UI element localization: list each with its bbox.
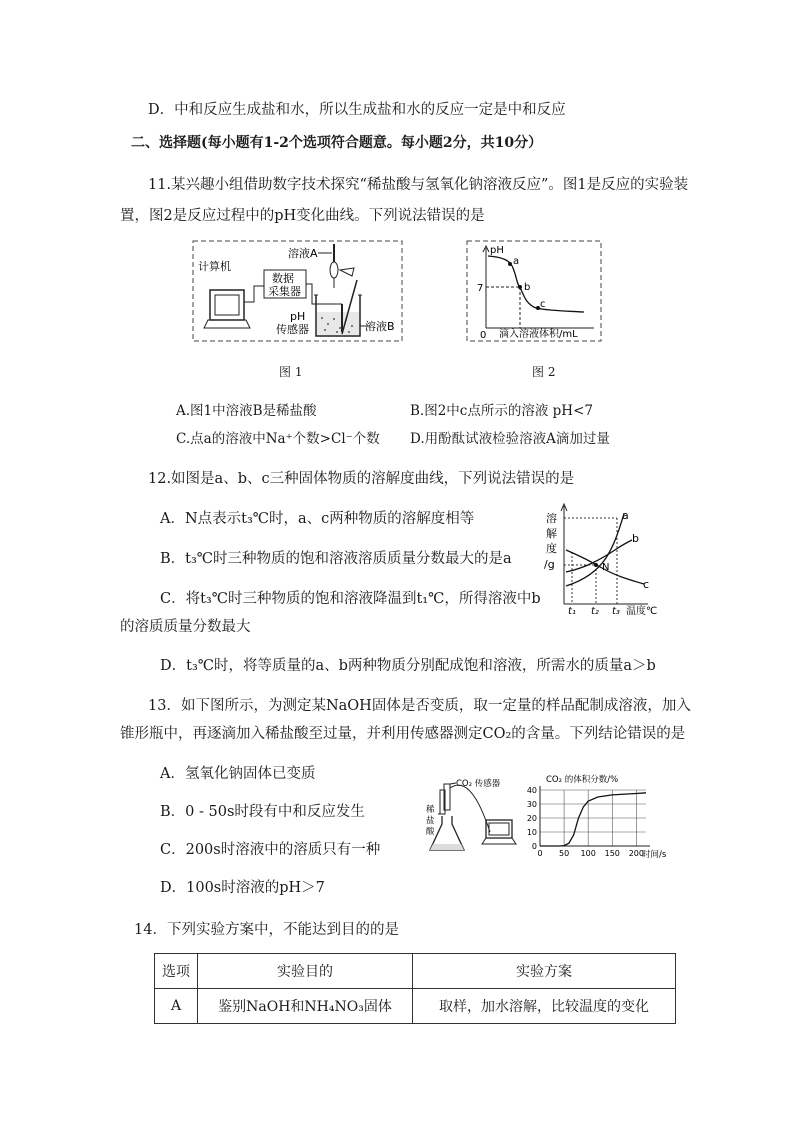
ph-point-a bbox=[508, 262, 512, 266]
table-header-plan: 实验方案 bbox=[413, 954, 676, 989]
sol-tick-t3: t₃ bbox=[612, 606, 620, 617]
sol-label-b: b bbox=[632, 532, 639, 545]
co2-x-axis-label: 时间/s bbox=[642, 850, 667, 860]
q11-option-b: B.图2中c点所示的溶液 pH<7 bbox=[410, 403, 593, 419]
q11-figure2-ph-curve bbox=[466, 240, 604, 344]
option-d-previous: D．中和反应生成盐和水，所以生成盐和水的反应一定是中和反应 bbox=[148, 102, 566, 118]
sol-x-unit: 温度℃ bbox=[626, 606, 658, 617]
co2-tick-y: 0 bbox=[531, 842, 537, 851]
q14-stem: 14．下列实验方案中，不能达到目的的是 bbox=[134, 922, 399, 938]
figure1-caption: 图 1 bbox=[279, 365, 303, 379]
q11-option-c: C.点a的溶液中Na⁺个数>Cl⁻个数 bbox=[176, 431, 380, 447]
label-ph-1: pH bbox=[290, 310, 306, 323]
ph-seven-label: 7 bbox=[477, 283, 484, 294]
label-collector-1: 数据 bbox=[272, 272, 294, 285]
section-heading: 二、选择题(每小题有1-2个选项符合题意。每小题2分，共10分） bbox=[131, 135, 543, 151]
q11-option-a: A.图1中溶液B是稀盐酸 bbox=[176, 403, 317, 419]
sol-label-c: c bbox=[643, 578, 650, 591]
table-cell-option: A bbox=[155, 989, 198, 1024]
figure2-border bbox=[467, 241, 601, 341]
co2-ticks bbox=[527, 786, 644, 858]
table-row bbox=[155, 989, 676, 1024]
q11-option-d: D.用酚酞试液检验溶液A滴加过量 bbox=[410, 431, 610, 447]
ph-label-c: c bbox=[540, 299, 546, 310]
acid-label-1: 稀 bbox=[426, 805, 435, 815]
co2-axes bbox=[540, 786, 650, 846]
co2-tick-x: 200 bbox=[628, 849, 645, 858]
co2-chart-title: CO₂ 的体积分数/% bbox=[546, 775, 619, 785]
co2-tick-y: 10 bbox=[526, 828, 537, 837]
sol-tick-t1: t₁ bbox=[568, 606, 576, 617]
sol-label-n: N bbox=[602, 562, 610, 573]
sol-ylabel-4: /g bbox=[544, 558, 555, 571]
q12-option-c-line1: C．将t₃℃时三种物质的饱和溶液降温到t₁℃，所得溶液中b bbox=[160, 591, 541, 607]
q14-table bbox=[154, 953, 676, 1024]
sol-label-a: a bbox=[622, 509, 629, 522]
label-solution-a: 溶液A bbox=[288, 247, 318, 260]
label-ph-2: 传感器 bbox=[276, 323, 309, 336]
table-cell-purpose: 鉴别NaOH和NH₄NO₃固体 bbox=[198, 989, 413, 1024]
sol-ylabel-3: 度 bbox=[546, 542, 557, 555]
co2-sensor-label: CO₂ 传感器 bbox=[456, 779, 501, 789]
ph-point-b bbox=[518, 285, 522, 289]
q11-figure1-apparatus bbox=[192, 240, 404, 344]
label-solution-b: 溶液B bbox=[365, 320, 395, 333]
q11-stem-line1: 11.某兴趣小组借助数字技术探究“稀盐酸与氢氧化钠溶液反应”。图1是反应的实验装 bbox=[148, 177, 689, 193]
label-computer: 计算机 bbox=[198, 260, 231, 273]
table-cell-plan: 取样，加水溶解，比较温度的变化 bbox=[413, 989, 676, 1024]
co2-tick-x: 100 bbox=[580, 849, 596, 858]
q13-option-c: C．200s时溶液中的溶质只有一种 bbox=[160, 842, 381, 858]
ph-origin-label: 0 bbox=[480, 330, 487, 341]
ph-axis-label: pH bbox=[490, 245, 504, 256]
figure2-caption: 图 2 bbox=[532, 365, 556, 379]
q12-option-c-line2: 的溶质质量分数最大 bbox=[120, 619, 251, 635]
q12-stem: 12.如图是a、b、c三种固体物质的溶解度曲线，下列说法错误的是 bbox=[148, 471, 575, 487]
q13-option-a: A．氢氧化钠固体已变质 bbox=[160, 766, 316, 782]
table-header-option: 选项 bbox=[155, 954, 198, 989]
q13-stem-line1: 13．如下图所示，为测定某NaOH固体是否变质，取一定量的样品配制成溶液，加入 bbox=[148, 698, 691, 714]
acid-label-2: 盐 bbox=[426, 816, 435, 826]
q13-option-d: D．100s时溶液的pH＞7 bbox=[160, 880, 325, 896]
q13-co2-chart bbox=[524, 770, 674, 862]
ph-label-b: b bbox=[524, 282, 531, 293]
q13-option-b: B．0 - 50s时段有中和反应发生 bbox=[160, 804, 365, 820]
q13-apparatus bbox=[420, 774, 524, 858]
table-header-row bbox=[155, 954, 676, 989]
ph-x-label: 滴入溶液体积/mL bbox=[499, 329, 578, 340]
sol-ylabel-2: 解 bbox=[546, 527, 557, 540]
co2-tick-y: 30 bbox=[526, 800, 537, 809]
co2-tick-x: 0 bbox=[537, 849, 543, 858]
label-collector-2: 采集器 bbox=[268, 285, 301, 298]
co2-tick-y: 20 bbox=[526, 814, 537, 823]
ph-curve bbox=[488, 256, 584, 312]
q13-stem-line2: 锥形瓶中，再逐滴加入稀盐酸至过量，并利用传感器测定CO₂的含量。下列结论错误的是 bbox=[120, 726, 686, 742]
acid-label-3: 酸 bbox=[426, 827, 435, 837]
q12-solubility-chart bbox=[540, 500, 670, 618]
co2-tick-y: 40 bbox=[526, 786, 537, 795]
co2-curve bbox=[540, 793, 646, 846]
sol-point-n bbox=[594, 563, 598, 567]
table-header-purpose: 实验目的 bbox=[198, 954, 413, 989]
q11-stem-line2: 置，图2是反应过程中的pH变化曲线。下列说法错误的是 bbox=[120, 208, 485, 224]
ph-label-a: a bbox=[513, 256, 520, 267]
co2-tick-x: 150 bbox=[604, 849, 620, 858]
sol-tick-t2: t₂ bbox=[591, 606, 599, 617]
q12-option-b: B．t₃℃时三种物质的饱和溶液溶质质量分数最大的是a bbox=[160, 551, 512, 567]
sol-ylabel-1: 溶 bbox=[546, 512, 557, 525]
co2-tick-x: 50 bbox=[558, 849, 570, 858]
q12-option-d: D．t₃℃时，将等质量的a、b两种物质分别配成饱和溶液，所需水的质量a＞b bbox=[160, 658, 656, 674]
q12-option-a: A．N点表示t₃℃时，a、c两种物质的溶解度相等 bbox=[160, 511, 475, 527]
